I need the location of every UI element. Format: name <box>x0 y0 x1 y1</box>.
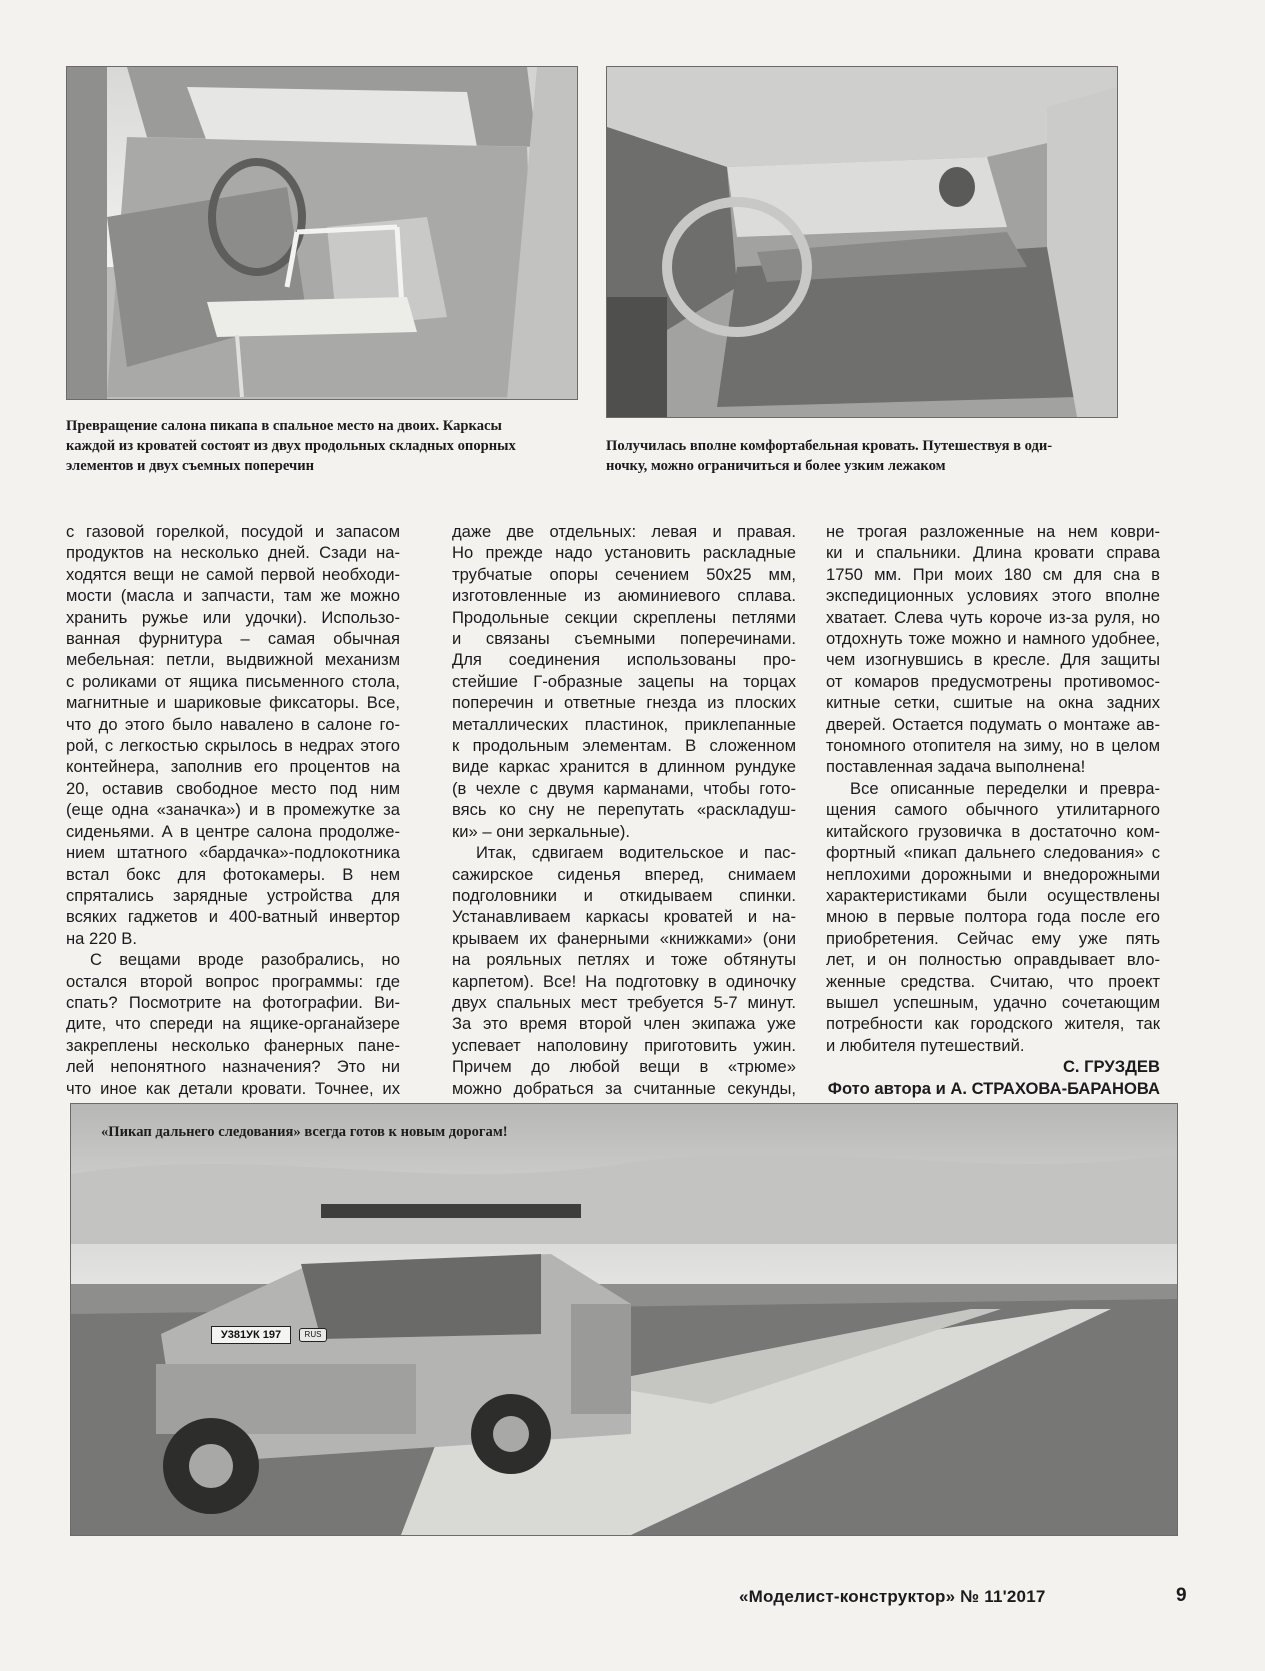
text-line: рой, с легкостью скрылось в недрах этого <box>66 736 400 756</box>
text-line: металлических пластинок, приклепанные <box>452 714 796 734</box>
article-column-1 <box>66 521 400 1099</box>
text-line: Итак, сдвигаем водительское и пас- <box>476 843 796 863</box>
caption-line: Получилась вполне комфортабельная кровать. Путешествуя в оди- <box>606 438 1053 454</box>
text-line: не трогая разложенные на нем коври- <box>826 522 1160 541</box>
text-line: с роликами от ящика письменного стола, <box>66 671 400 691</box>
text-line: изготовленные из аюминиевого сплава. <box>452 586 796 606</box>
text-line: магнитные и шариковые фиксаторы. Все, <box>66 693 400 713</box>
text-line: ки и спальники. Длина кровати справа <box>826 543 1160 563</box>
text-line: вышел успешным, удачно сочетающим <box>826 992 1160 1012</box>
text-line: ванная фурнитура – самая обычная <box>66 629 400 649</box>
caption-interior-photo <box>66 416 516 476</box>
text-line: Устанавливаем каркасы кроватей и на- <box>452 907 796 927</box>
text-line: что иное как детали кровати. Точнее, их <box>66 1078 400 1098</box>
text-line: контейнера, заполнив его процентов на <box>66 757 400 777</box>
text-line: крываем их фанерными «книжками» (они <box>452 928 796 948</box>
text-line: приобретения. Сейчас ему уже пять <box>826 928 1160 948</box>
text-line: двух спальных мест требуется 5-7 минут. <box>452 992 796 1012</box>
text-line: успевает наполовину приготовить ужин. <box>452 1035 796 1055</box>
text-line: женные средства. Считаю, что проект <box>826 971 1160 991</box>
license-plate <box>211 1326 291 1344</box>
text-line: даже две отдельных: левая и правая. <box>452 522 796 541</box>
text-line: на рояльных петлях и тоже обтянуты <box>452 950 796 970</box>
plate-region-badge <box>299 1328 327 1342</box>
text-line: китайского грузовичка в достаточно ком- <box>826 821 1160 841</box>
caption-pickup-photo: «Пикап дальнего следования» всегда готов к новым дорогам! <box>101 1124 508 1140</box>
text-line: фортный «пикап дальнего следования» с <box>826 843 1160 863</box>
page-number: 9 <box>1176 1585 1187 1606</box>
photo-credit: Фото автора и А. СТРАХОВА-БАРАНОВА <box>827 1078 1160 1098</box>
text-line: виде каркас хранится в длинном рундуке <box>452 757 796 777</box>
text-line: с газовой горелкой, посудой и запасом <box>66 522 400 541</box>
text-line: спрятались зарядные устройства для <box>66 885 400 905</box>
text-line: мною в первые полтора года после его <box>826 907 1160 927</box>
photo-interior-frames <box>66 66 578 400</box>
magazine-footer: «Моделист-конструктор» № 11'2017 <box>739 1587 1046 1606</box>
text-line: вясь ко сну не перепутать «раскладуш- <box>452 800 796 820</box>
text-line: потребности как городского жителя, так <box>826 1014 1160 1034</box>
text-line: китные сетки, сшитые на окна задних <box>826 693 1160 713</box>
text-line: чем изогнувшись в кресле. Для защиты <box>826 650 1160 670</box>
text-line: неплохими дорожными и внедорожными <box>826 864 1160 884</box>
text-line: Но прежде надо установить раскладные <box>452 543 796 563</box>
text-line: мебельная: петли, выдвижной механизм <box>66 650 400 670</box>
text-line: сиденьями. А в центре салона продолже- <box>66 821 400 841</box>
text-line: что до этого было навалено в салоне го- <box>66 714 400 734</box>
text-line: спать? Посмотрите на фотографии. Ви- <box>66 992 400 1012</box>
text-line: от комаров предусмотрены противомос- <box>826 671 1160 691</box>
caption-line: Превращение салона пикапа в спальное место на двоих. Каркасы <box>66 418 502 434</box>
text-line: дверей. Остается подумать о монтаже ав- <box>826 714 1160 734</box>
text-line: нием штатного «бардачка»-подлокотника <box>66 843 400 863</box>
text-line: экспедиционных условиях этого вполне <box>826 586 1160 606</box>
article-column-3 <box>826 521 1160 1099</box>
text-line: Продольные секции скреплены петлями <box>452 607 796 627</box>
text-line: подголовники и откидываем спинки. <box>452 885 796 905</box>
text-line: закреплены несколько фанерных пане- <box>66 1035 400 1055</box>
text-line: карпетом). Все! На подготовку в одиночку <box>452 971 796 991</box>
text-line: ки» – они зеркальные). <box>452 821 630 841</box>
text-line: За это время второй член экипажа уже <box>452 1014 796 1034</box>
text-line: всяких гаджетов и 400-ватный инвертор <box>66 907 400 927</box>
article-column-2 <box>452 521 796 1099</box>
photo-pickup-road <box>70 1103 1178 1536</box>
text-line: характеристиками были осуществлены <box>826 885 1160 905</box>
text-line: лет, и он полностью оправдывает вло- <box>826 950 1160 970</box>
text-line: тономного отопителя на зиму, но в целом <box>826 736 1160 756</box>
text-line: на 220 В. <box>66 928 137 948</box>
text-line: (еще одна «заначка») и в промежутке за <box>66 800 400 820</box>
text-line: поперечин и ответные гнезда из плоских <box>452 693 796 713</box>
text-line: ходятся вещи не самой первой необходи- <box>66 564 400 584</box>
caption-line: ночку, можно ограничиться и более узким лежаком <box>606 458 946 474</box>
text-line: и любителя путешествий. <box>826 1035 1025 1055</box>
text-line: Все описанные переделки и превра- <box>850 778 1160 798</box>
author-byline: С. ГРУЗДЕВ <box>1062 1057 1160 1077</box>
license-plate-text: У381УК 197 <box>220 1329 282 1341</box>
photo-bed-comfort <box>606 66 1118 418</box>
text-line: встал бокс для фотокамеры. В нем <box>66 864 400 884</box>
text-line: продуктов на несколько дней. Сзади на- <box>66 543 400 563</box>
text-line: 1750 мм. При моих 180 см для сна в <box>826 564 1160 584</box>
plate-region-text: RUS <box>304 1330 322 1339</box>
caption-line: каждой из кроватей состоят из двух продольных складных опорных <box>66 438 516 454</box>
text-line: остался второй вопрос программы: где <box>66 971 400 991</box>
text-line: 20, оставив свободное место под ним <box>66 778 400 798</box>
text-line: щения самого обычного утилитарного <box>826 800 1160 820</box>
text-line: к продольным элементам. В сложенном <box>452 736 796 756</box>
text-line: трубчатые опоры сечением 50х25 мм, <box>452 564 796 584</box>
text-line: хватает. Слева чуть короче из-за руля, но <box>826 607 1160 627</box>
text-line: поставленная задача выполнена! <box>826 757 1086 777</box>
caption-line: элементов и двух съемных поперечин <box>66 458 315 474</box>
text-line: стейшие Г-образные зацепы на торцах <box>452 671 796 691</box>
text-line: хранить ружье или удочки). Использо- <box>66 607 400 627</box>
text-line: Причем до любой вещи в «трюме» <box>452 1057 796 1077</box>
caption-bed-photo <box>606 436 1052 476</box>
text-line: и связаны съемными поперечинами. <box>452 629 796 649</box>
text-line: сажирское сиденья вперед, снимаем <box>452 864 796 884</box>
text-line: можно добраться за считанные секунды, <box>452 1078 796 1098</box>
text-line: дите, что спереди на ящике-органайзере <box>66 1014 400 1034</box>
text-line: Для соединения использованы про- <box>452 650 796 670</box>
text-line: (в чехле с двумя карманами, чтобы гото- <box>452 778 796 798</box>
text-line: отдохнуть тоже можно и намного удобнее, <box>826 629 1160 649</box>
text-line: лей непонятного назначения? Это ни <box>66 1057 400 1077</box>
text-line: мости (масла и запчасти, там же можно <box>66 586 400 606</box>
text-line: С вещами вроде разобрались, но <box>90 950 400 970</box>
